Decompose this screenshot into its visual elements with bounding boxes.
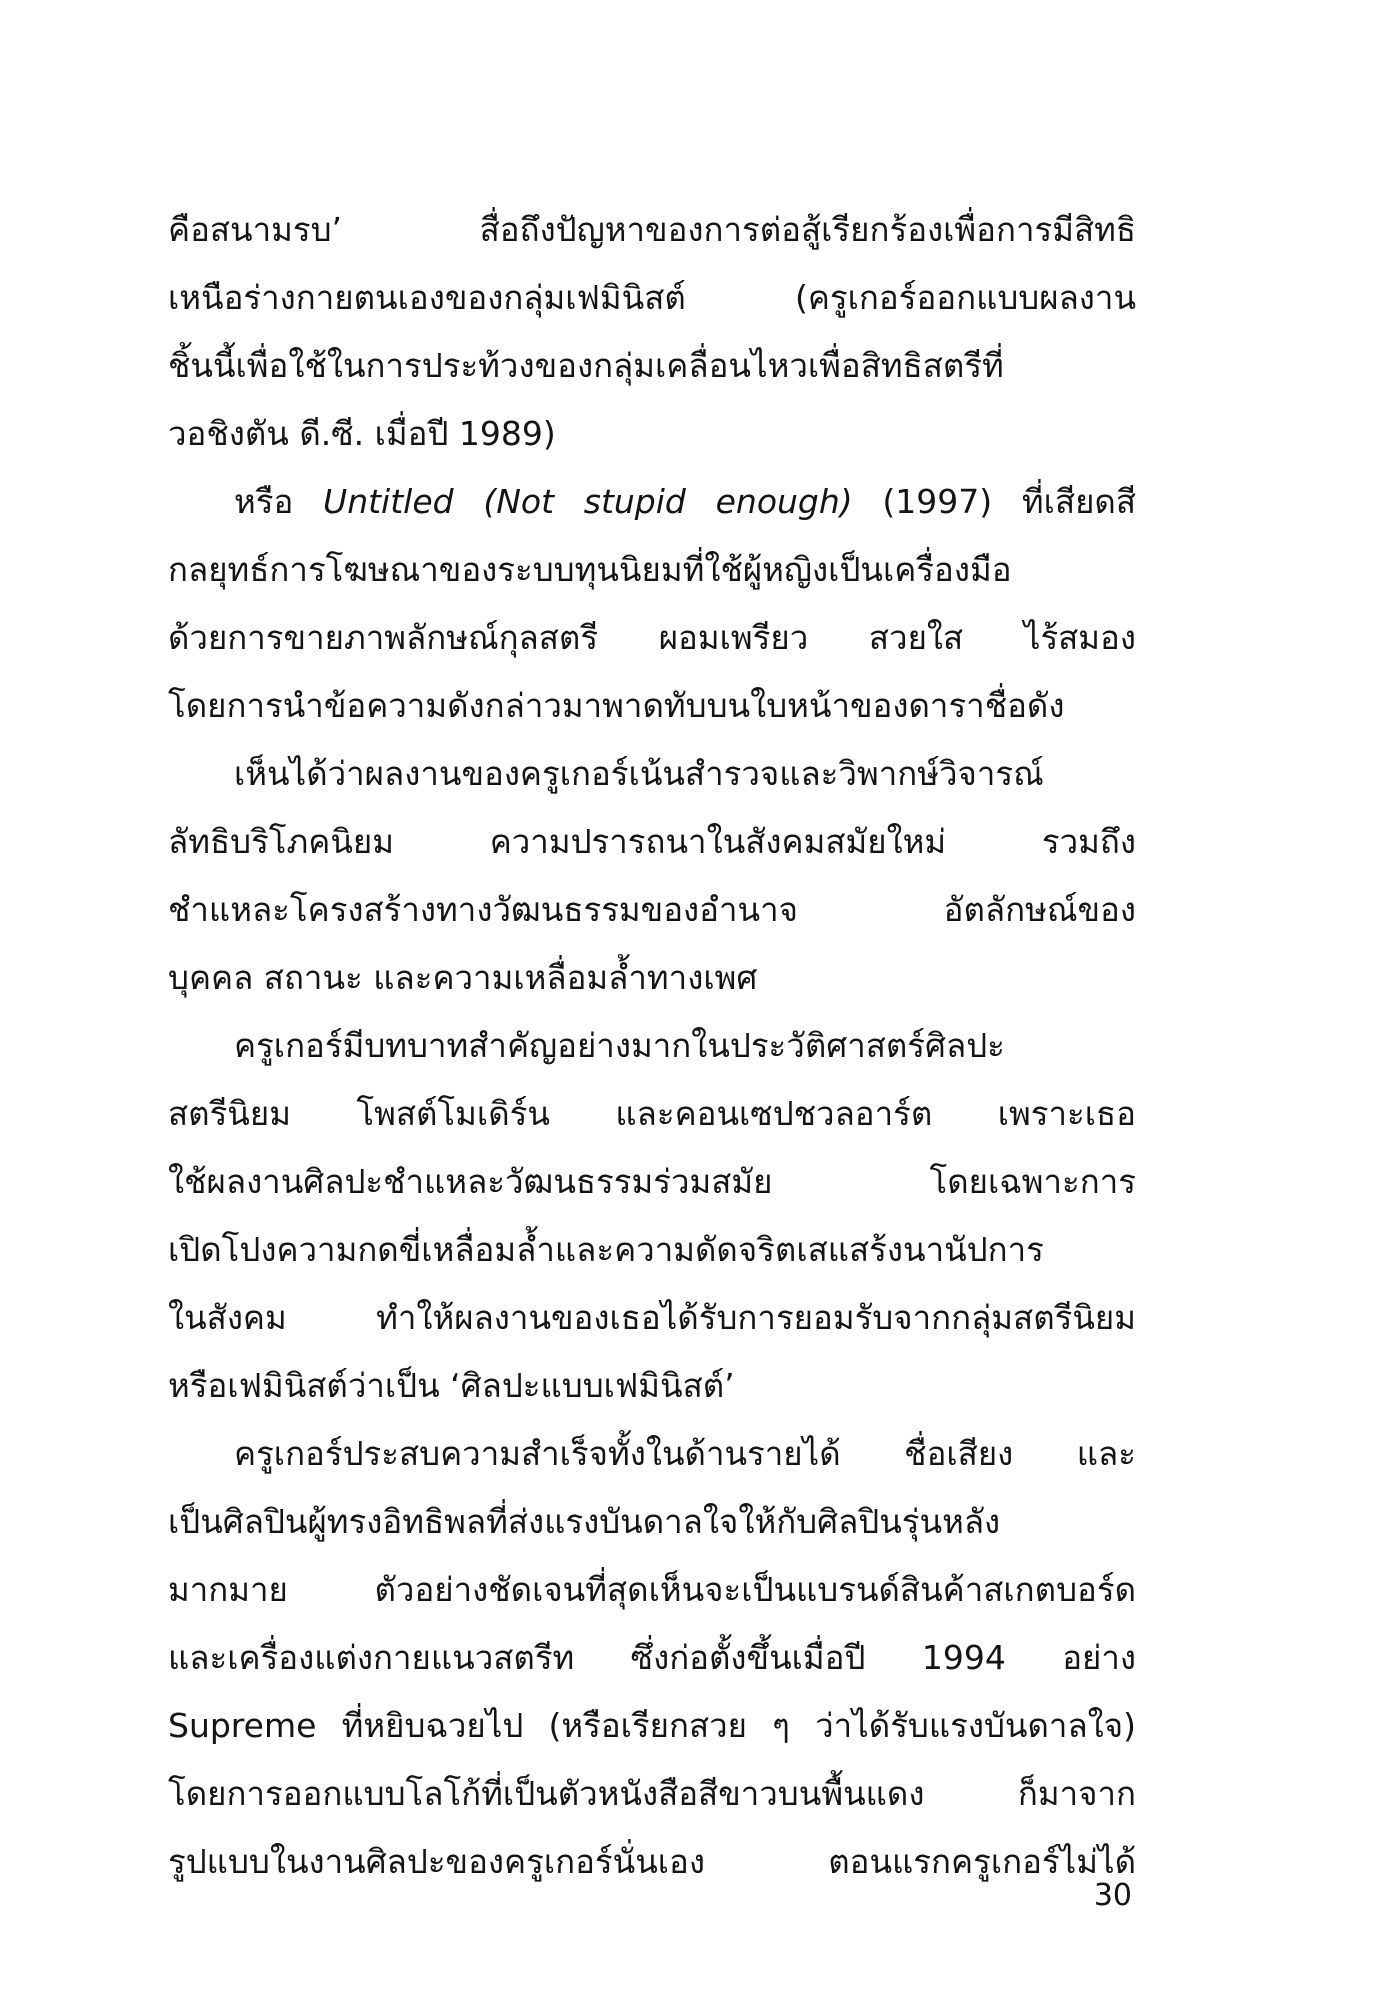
text-line: หรือเฟมินิสต์ว่าเป็น ‘ศิลปะแบบเฟมินิสต์’	[168, 1366, 735, 1405]
text-line: บุคคล สถานะ และความเหลื่อมล้ำทางเพศ	[168, 958, 758, 997]
text-line: ครูเกอร์ประสบความสำเร็จทั้งในด้านรายได้ ชื่อเสียง และ	[234, 1434, 1136, 1473]
text-segment: (1997) ที่เสียดสี	[852, 482, 1136, 521]
text-segment: หรือ	[234, 482, 324, 521]
artwork-title: Untitled (Not stupid enough)	[323, 482, 853, 521]
text-line-with-title	[168, 468, 1136, 536]
text-line: กลยุทธ์การโฆษณาของระบบทุนนิยมที่ใช้ผู้หญิงเป็นเครื่องมือ	[168, 550, 1012, 589]
text-line: ลัทธิบริโภคนิยม ความปรารถนาในสังคมสมัยใหม่ รวมถึง	[168, 822, 1136, 861]
text-line: เป็นศิลปินผู้ทรงอิทธิพลที่ส่งแรงบันดาลใจให้กับศิลปินรุ่นหลัง	[168, 1502, 1001, 1541]
text-line: ชิ้นนี้เพื่อใช้ในการประท้วงของกลุ่มเคลื่อนไหวเพื่อสิทธิสตรีที่	[168, 346, 1004, 385]
text-line: Supreme ที่หยิบฉวยไป (หรือเรียกสวย ๆ ว่าได้รับแรงบันดาลใจ)	[168, 1706, 1136, 1745]
text-line: เห็นได้ว่าผลงานของครูเกอร์เน้นสำรวจและวิพากษ์วิจารณ์	[234, 754, 1044, 793]
text-line: และเครื่องแต่งกายแนวสตรีท ซึ่งก่อตั้งขึ้นเมื่อปี 1994 อย่าง	[168, 1638, 1136, 1677]
text-line: ครูเกอร์มีบทบาทสำคัญอย่างมากในประวัติศาสตร์ศิลปะ	[234, 1026, 1005, 1065]
text-line: รูปแบบในงานศิลปะของครูเกอร์นั่นเอง ตอนแรกครูเกอร์ไม่ได้	[168, 1842, 1136, 1881]
text-line: มากมาย ตัวอย่างชัดเจนที่สุดเห็นจะเป็นแบรนด์สินค้าสเกตบอร์ด	[168, 1570, 1136, 1609]
text-line: โดยการออกแบบโลโก้ที่เป็นตัวหนังสือสีขาวบนพื้นแดง ก็มาจาก	[168, 1774, 1136, 1813]
text-line: วอชิงตัน ดี.ซี. เมื่อปี 1989)	[168, 414, 556, 453]
text-line: ชำแหละโครงสร้างทางวัฒนธรรมของอำนาจ อัตลักษณ์ของ	[168, 890, 1136, 929]
text-line: คือสนามรบ’ สื่อถึงปัญหาของการต่อสู้เรียกร้องเพื่อการมีสิทธิ	[168, 210, 1136, 249]
text-line: ด้วยการขายภาพลักษณ์กุลสตรี ผอมเพรียว สวยใส ไร้สมอง	[168, 618, 1136, 657]
text-line: ในสังคม ทำให้ผลงานของเธอได้รับการยอมรับจากกลุ่มสตรีนิยม	[168, 1298, 1136, 1337]
text-line: สตรีนิยม โพสต์โมเดิร์น และคอนเซปชวลอาร์ต เพราะเธอ	[168, 1094, 1136, 1133]
text-line: เหนือร่างกายตนเองของกลุ่มเฟมินิสต์ (ครูเกอร์ออกแบบผลงาน	[168, 278, 1136, 317]
text-line: โดยการนำข้อความดังกล่าวมาพาดทับบนใบหน้าของดาราชื่อดัง	[168, 686, 1065, 725]
page-number: 30	[1093, 1878, 1132, 1913]
body-text	[168, 196, 1136, 1896]
text-line: เปิดโปงความกดขี่เหลื่อมล้ำและความดัดจริตเสแสร้งนานัปการ	[168, 1230, 1044, 1269]
text-line: ใช้ผลงานศิลปะชำแหละวัฒนธรรมร่วมสมัย โดยเฉพาะการ	[168, 1162, 1136, 1201]
